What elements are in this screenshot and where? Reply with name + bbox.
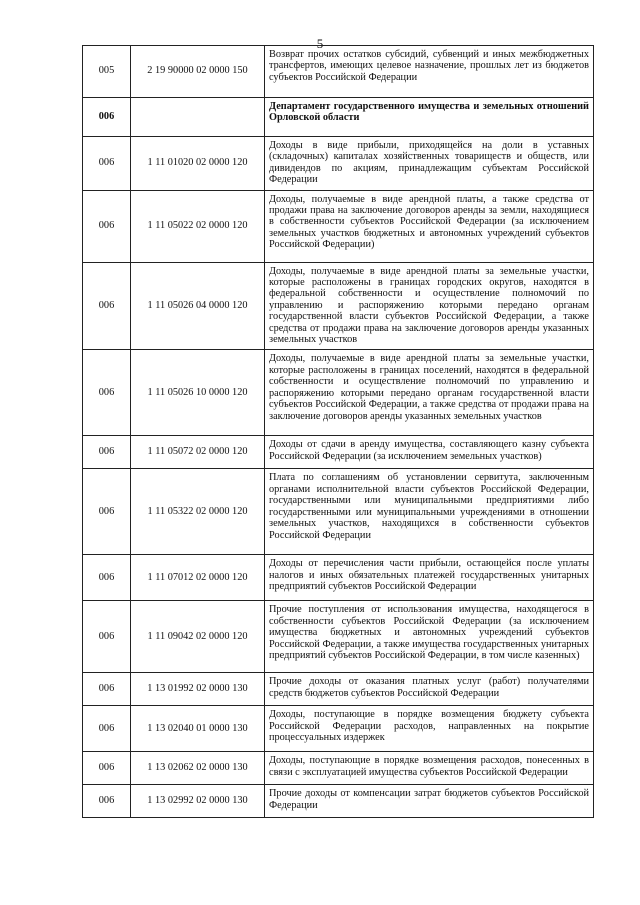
table-row [83, 350, 594, 436]
budget-code-cell: 1 11 05072 02 0000 120 [131, 436, 265, 469]
budget-code-cell: 1 11 05026 04 0000 120 [131, 262, 265, 350]
budget-code-cell: 1 11 05022 02 0000 120 [131, 190, 265, 262]
table-row [83, 785, 594, 818]
income-name-cell: Доходы, получаемые в виде арендной платы, а также средства от продажи права на заключение договоров аренды за земли, находящиеся в собственности субъектов Российской Федерации (за исключением земельных участков бюджетных и автономных учреждений субъектов Российской Федерации) [265, 190, 594, 262]
budget-code-cell: 1 11 01020 02 0000 120 [131, 137, 265, 191]
budget-code-cell: 1 13 02040 01 0000 130 [131, 706, 265, 752]
table-row [83, 469, 594, 555]
income-name-cell: Доходы в виде прибыли, приходящейся на доли в уставных (складочных) капиталах хозяйственных товариществ и обществ, или дивидендов по акциям, принадлежащим субъектам Российской Федерации [265, 137, 594, 191]
income-name-cell: Плата по соглашениям об установлении сервитута, заключенным органами исполнительной власти субъектов Российской Федерации, государственными или муниципальными предприятиями либо государственными или муниципальными учреждениями в отношении земельных участков, находящихся в собственности субъектов Российской Федерации [265, 469, 594, 555]
income-name-cell: Доходы от сдачи в аренду имущества, составляющего казну субъекта Российской Федерации (за исключением земельных участков) [265, 436, 594, 469]
income-name-cell: Доходы от перечисления части прибыли, остающейся после уплаты налогов и иных обязательных платежей государственных унитарных предприятий субъектов Российской Федерации [265, 555, 594, 601]
income-name-cell: Доходы, получаемые в виде арендной платы за земельные участки, которые расположены в границах городских округов, находятся в федеральной собственности и осуществление полномочий по управлению и распоряжению которыми передано органам государственной власти субъектов Российской Федерации, а также средства от продажи права на заключение договоров аренды указанных земельных участков [265, 262, 594, 350]
table-row [83, 190, 594, 262]
page-number: 5 [316, 36, 324, 51]
budget-code-cell: 1 13 02992 02 0000 130 [131, 785, 265, 818]
income-name-cell: Доходы, поступающие в порядке возмещения бюджету субъекта Российской Федерации расходов, направленных на покрытие процессуальных издержек [265, 706, 594, 752]
table-row [83, 436, 594, 469]
income-name-cell: Прочие доходы от оказания платных услуг (работ) получателями средств бюджетов субъектов Российской Федерации [265, 673, 594, 706]
income-name-cell: Доходы, получаемые в виде арендной платы за земельные участки, которые расположены в границах поселений, находятся в федеральной собственности и осуществление полномочий по управлению и распоряжению которыми передано органам государственной власти субъектов Российской Федерации, а также средства от продажи права на заключение договоров аренды указанных земельных участков [265, 350, 594, 436]
admin-code-cell: 006 [83, 190, 131, 262]
budget-code-cell [131, 98, 265, 137]
income-name-cell: Прочие поступления от использования имущества, находящегося в собственности субъектов Российской Федерации (за исключением имущества бюджетных и автономных учреждений субъектов Российской Федерации, а также имущества государственных унитарных предприятий субъектов Российской Федерации, в том числе казенных) [265, 601, 594, 673]
table-row [83, 706, 594, 752]
budget-code-cell: 1 11 09042 02 0000 120 [131, 601, 265, 673]
admin-code-cell: 006 [83, 436, 131, 469]
income-name-cell: Доходы, поступающие в порядке возмещения расходов, понесенных в связи с эксплуатацией имущества субъектов Российской Федерации [265, 752, 594, 785]
admin-code-cell: 005 [83, 46, 131, 98]
table-row [83, 46, 594, 98]
admin-code-cell: 006 [83, 706, 131, 752]
department-header-row [83, 98, 594, 137]
income-name-cell: Возврат прочих остатков субсидий, субвенций и иных межбюджетных трансфертов, имеющих целевое назначение, прошлых лет из бюджетов субъектов Российской Федерации [265, 46, 594, 98]
table-row [83, 601, 594, 673]
budget-code-cell: 2 19 90000 02 0000 150 [131, 46, 265, 98]
admin-code-cell: 006 [83, 555, 131, 601]
table-row [83, 555, 594, 601]
table-row [83, 137, 594, 191]
income-codes-table [82, 45, 594, 818]
admin-code-cell: 006 [83, 137, 131, 191]
admin-code-cell: 006 [83, 98, 131, 137]
budget-code-cell: 1 11 07012 02 0000 120 [131, 555, 265, 601]
admin-code-cell: 006 [83, 601, 131, 673]
admin-code-cell: 006 [83, 262, 131, 350]
income-name-cell: Департамент государственного имущества и земельных отношений Орловской области [265, 98, 594, 137]
admin-code-cell: 006 [83, 752, 131, 785]
admin-code-cell: 006 [83, 785, 131, 818]
table-row [83, 752, 594, 785]
budget-code-cell: 1 11 05322 02 0000 120 [131, 469, 265, 555]
income-name-cell: Прочие доходы от компенсации затрат бюджетов субъектов Российской Федерации [265, 785, 594, 818]
table-row [83, 262, 594, 350]
admin-code-cell: 006 [83, 469, 131, 555]
budget-code-cell: 1 13 01992 02 0000 130 [131, 673, 265, 706]
table-body [83, 46, 594, 818]
admin-code-cell: 006 [83, 673, 131, 706]
budget-code-cell: 1 13 02062 02 0000 130 [131, 752, 265, 785]
table-row [83, 673, 594, 706]
admin-code-cell: 006 [83, 350, 131, 436]
budget-code-cell: 1 11 05026 10 0000 120 [131, 350, 265, 436]
